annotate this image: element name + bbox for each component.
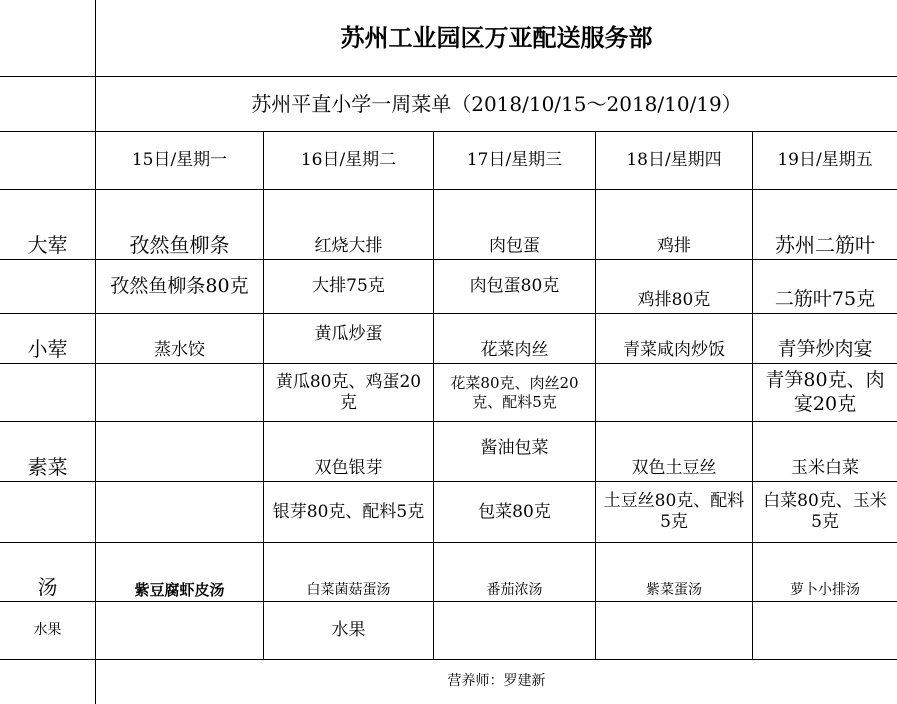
- veg-dish-name: [96, 422, 263, 481]
- day-header: 15日/星期一: [131, 150, 228, 171]
- fruit-item: [753, 602, 897, 659]
- nutritionist-credit: 营养师：罗建新: [447, 673, 546, 690]
- minor-dish-amount: 黄瓜80克、鸡蛋20克: [275, 371, 422, 413]
- main-dish-amount: 鸡排80克: [637, 290, 711, 311]
- main-dish-name: 孜然鱼柳条: [129, 232, 230, 257]
- veg-dish-amount: [96, 482, 263, 542]
- minor-dish-name: 花菜肉丝: [480, 340, 549, 361]
- category-main: 大荤: [27, 232, 68, 257]
- soup-item: 白菜菌菇蛋汤: [306, 581, 391, 598]
- soup-item: 紫豆腐虾皮汤: [134, 580, 225, 599]
- fruit-item: 水果: [331, 620, 366, 641]
- veg-dish-amount: 土豆丝80克、配料5克: [603, 491, 745, 532]
- main-dish-amount: 二筋叶75克: [774, 287, 876, 310]
- day-header: 18日/星期四: [626, 150, 722, 171]
- veg-dish-amount: 银芽80克、配料5克: [272, 501, 425, 522]
- main-dish-name: 鸡排: [657, 236, 691, 257]
- category-minor: 小荤: [27, 336, 68, 361]
- minor-dish-amount: [96, 364, 263, 421]
- day-header: 19日/星期五: [777, 150, 873, 171]
- main-dish-amount: 孜然鱼柳条80克: [110, 274, 249, 297]
- main-dish-name: 肉包蛋: [489, 236, 540, 257]
- main-dish-amount: 大排75克: [312, 276, 385, 297]
- minor-dish-name: 青菜咸肉炒饭: [623, 340, 725, 361]
- minor-dish-name: 黄瓜炒蛋: [314, 324, 383, 344]
- minor-dish-amount: 花菜80克、肉丝20克、配料5克: [450, 374, 579, 411]
- veg-dish-name: 双色土豆丝: [631, 458, 717, 479]
- fruit-item: [596, 602, 752, 659]
- category-fruit: 水果: [33, 621, 62, 638]
- veg-dish-amount: 白菜80克、玉米5克: [763, 491, 887, 532]
- fruit-item: [96, 602, 263, 659]
- soup-item: 萝卜小排汤: [790, 581, 860, 598]
- category-soup: 汤: [37, 574, 58, 599]
- minor-dish-amount: 青笋80克、肉宴20克: [765, 369, 885, 415]
- veg-dish-name: 玉米白菜: [791, 458, 859, 479]
- soup-item: 番茄浓汤: [486, 581, 543, 598]
- fruit-item: [434, 602, 595, 659]
- main-dish-name: 苏州二筋叶: [775, 232, 875, 257]
- category-veg: 素菜: [27, 454, 68, 479]
- veg-dish-name: 酱油包菜: [480, 438, 549, 458]
- soup-item: 紫菜蛋汤: [646, 581, 702, 598]
- minor-dish-name: 青笋炒肉宴: [777, 337, 873, 360]
- company-title: 苏州工业园区万亚配送服务部: [340, 23, 653, 53]
- minor-dish-amount: [596, 364, 752, 421]
- menu-title: 苏州平直小学一周菜单（2018/10/15～2018/10/19）: [251, 91, 742, 116]
- day-header: 16日/星期二: [300, 150, 397, 171]
- main-dish-name: 红烧大排: [314, 236, 383, 257]
- minor-dish-name: 蒸水饺: [154, 340, 205, 361]
- day-header: 17日/星期三: [466, 150, 563, 171]
- main-dish-amount: 肉包蛋80克: [469, 276, 560, 297]
- veg-dish-name: 双色银芽: [314, 458, 383, 479]
- veg-dish-amount: 包菜80克: [478, 501, 551, 522]
